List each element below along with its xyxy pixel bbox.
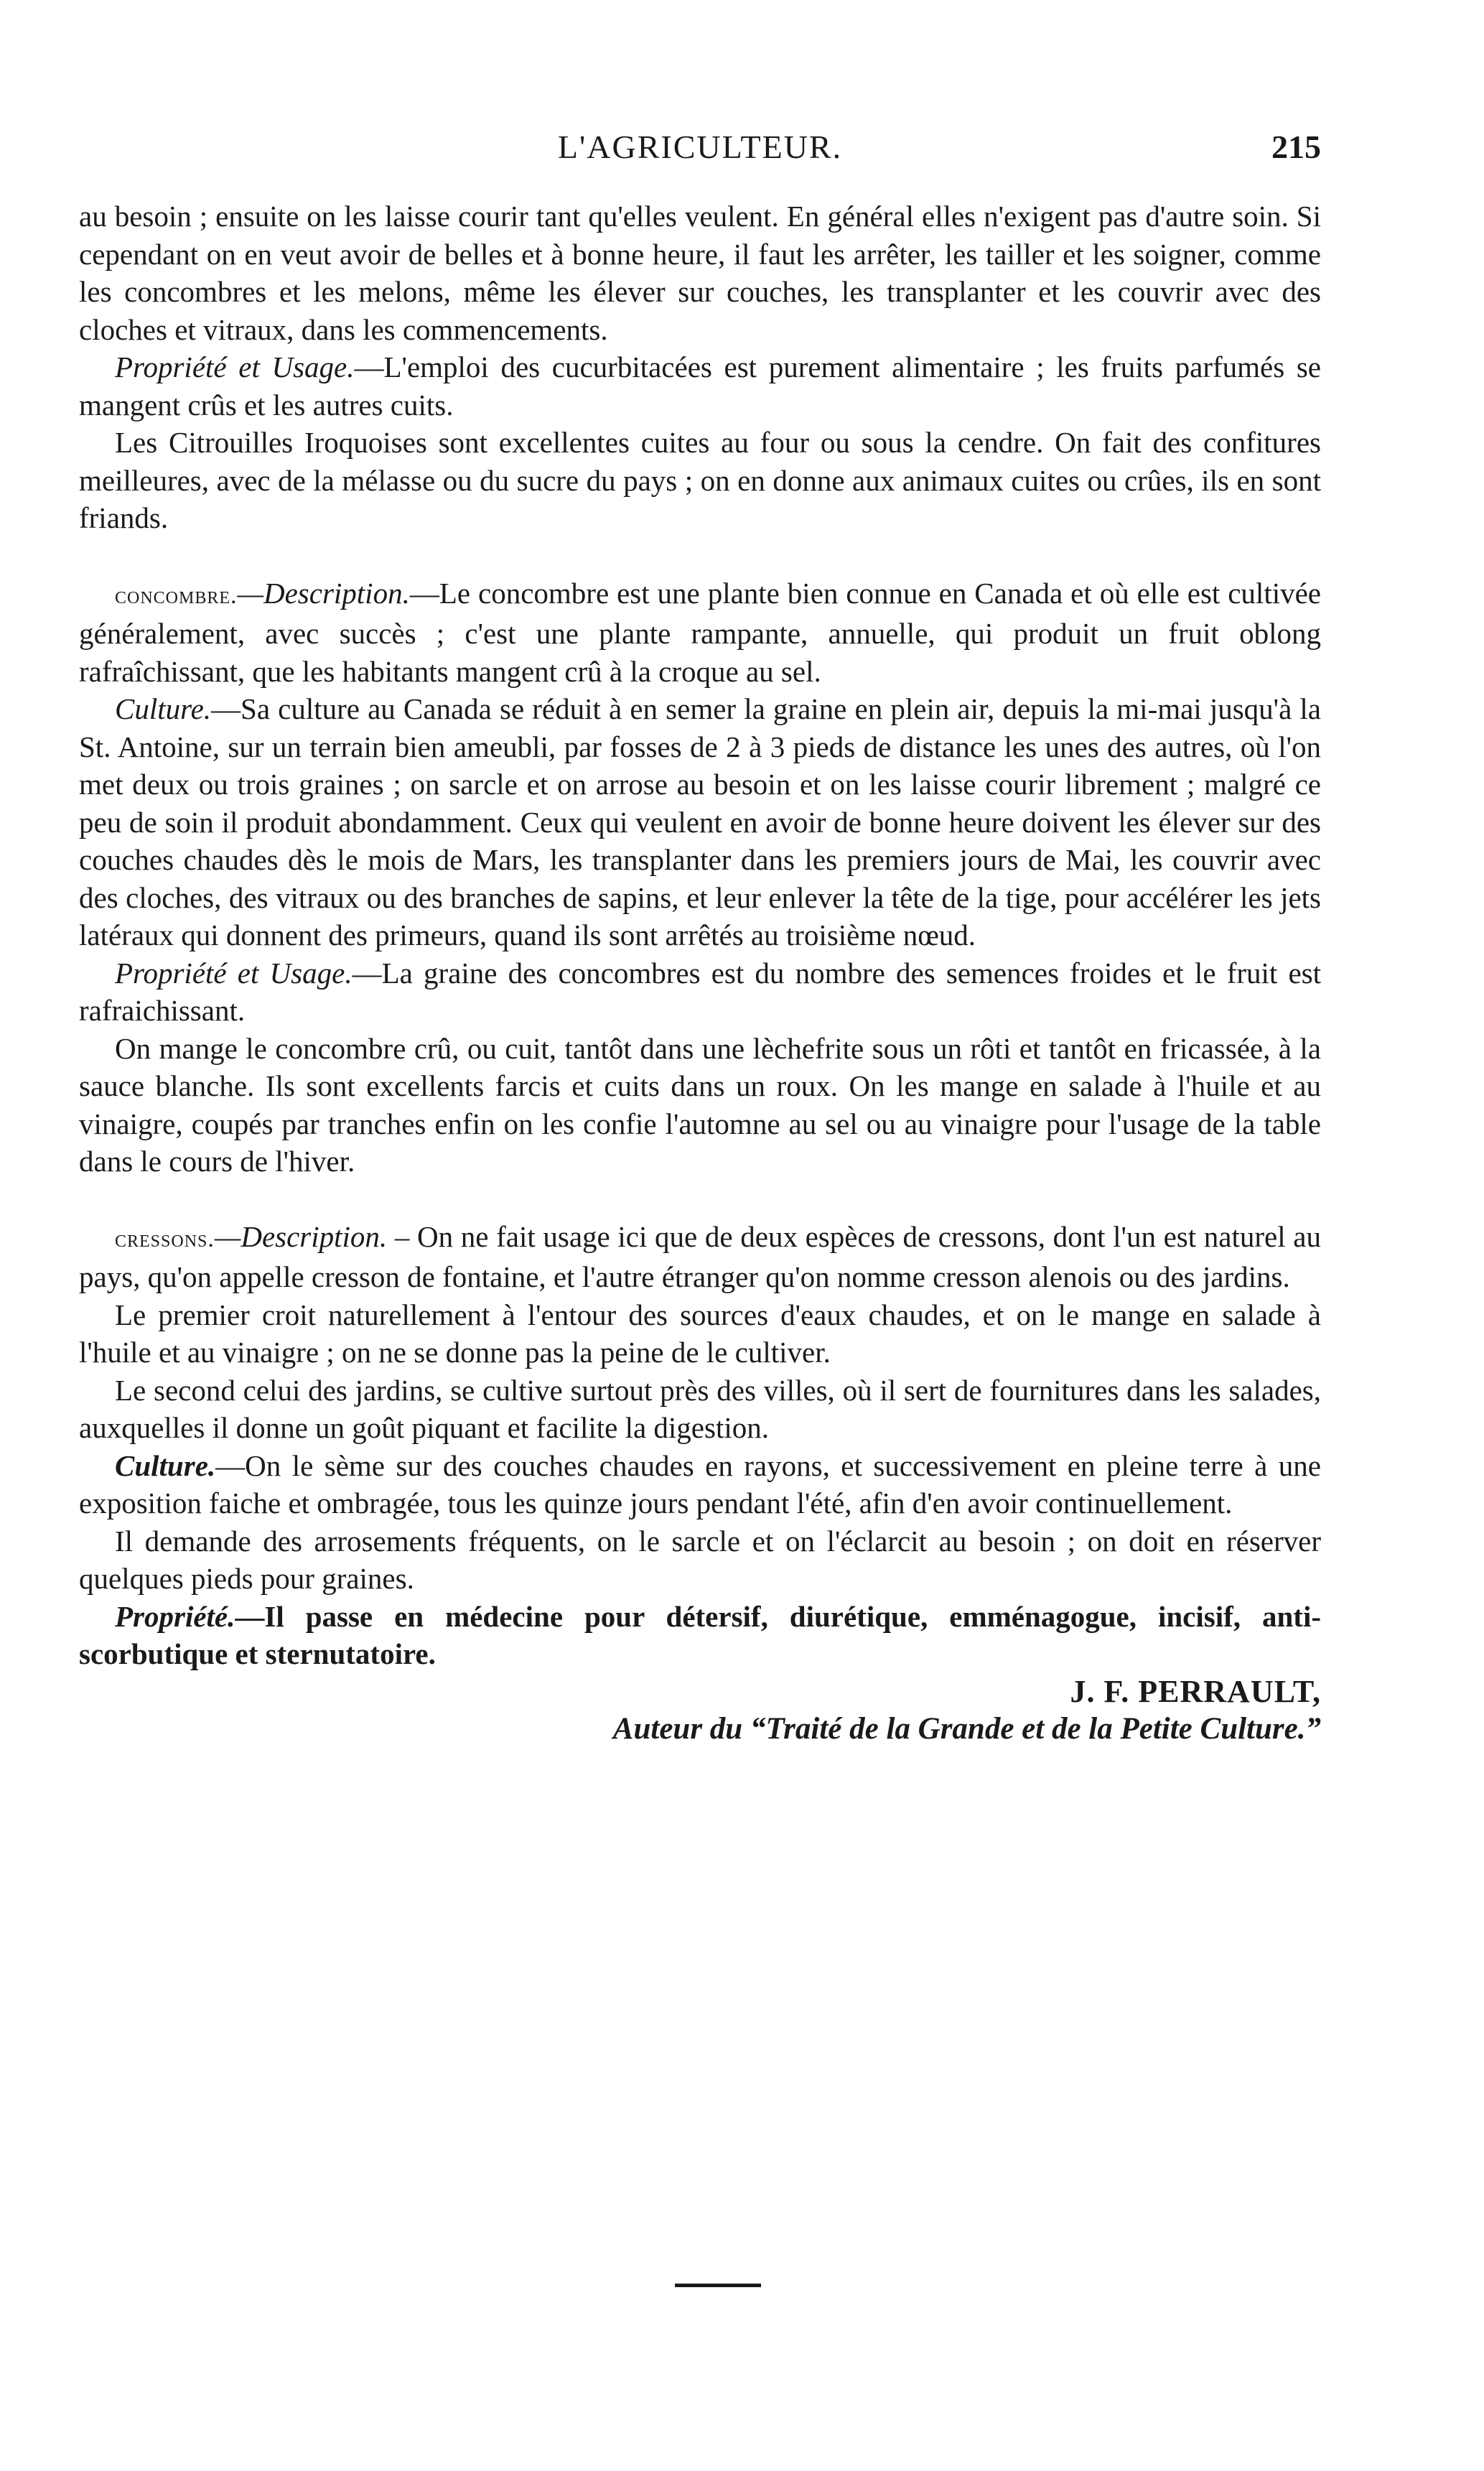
text-cresson-propriete: —Il passe en médecine pour détersif, diurétique, emménagogue, incisif, anti-scorbutique et sternutatoire.: [79, 1599, 1321, 1670]
paragraph-cresson-culture: [79, 1447, 1321, 1522]
label-description: —Description.: [237, 576, 410, 610]
paragraph-concombre-mange: On mange le concombre crû, ou cuit, tantôt dans une lèchefrite sous un rôti et tantôt en fricassée, à la sauce blanche. Ils sont excellents farcis et cuits dans un roux. On les mange en salade à l'huile et au vinaigre, coupés par tranches enfin on les confie l'automne au sel ou au vinaigre pour l'usage de la table dans le cours de l'hiver.: [79, 1031, 1321, 1178]
label-propriete-usage: Propriété et Usage.: [115, 956, 353, 990]
paragraph-concombre-description: [79, 574, 1321, 691]
heading-cressons: cressons.: [115, 1225, 215, 1252]
heading-concombre: concombre.: [115, 582, 238, 609]
author-subtitle: Auteur du “Traité de la Grande et de la Petite Culture.”: [612, 1712, 1321, 1746]
paragraph-concombre-usage: [79, 954, 1321, 1030]
paragraph-cucurbit-culture-end: au besoin ; ensuite on les laisse courir tant qu'elles veulent. En général elles n'exigent pas d'autre soin. Si cependant on en veut avoir de belles et à bonne heure, il faut les arrêter, les tailler et les soigner, comme les concombres et les melons, même les élever sur couches, les transplanter et les couvrir avec des cloches et vitraux, dans les commencements.: [79, 200, 1321, 346]
label-propriete: Propriété.: [115, 1599, 235, 1633]
label-description: —Description.: [214, 1219, 388, 1253]
text-concombre-culture: —Sa culture au Canada se réduit à en semer la graine en plein air, depuis la mi-mai jusqu'à la St. Antoine, sur un terrain bien ameubli, par fosses de 2 à 3 pieds de distance les unes des autres, où l'on met deux ou trois graines ; on sarcle et on arrose au besoin et on les laisse courir librement ; malgré ce peu de soin il produit abondamment. Ceux qui veulent en avoir de bonne heure doivent les élever sur des couches chaudes dès le mois de Mars, les transplanter dans les premiers jours de Mai, les couvrir avec des cloches, des vitraux ou des branches de sapins, et leur enlever la tête de la tige, pour accélérer les jets latéraux qui donnent des primeurs, quand ils sont arrêtés au troisième nœud.: [79, 692, 1321, 951]
label-culture: Culture.: [115, 1448, 216, 1482]
label-propriete-usage: Propriété et Usage.: [115, 350, 355, 383]
page-number: 215: [1271, 129, 1321, 165]
paragraph-citrouilles: Les Citrouilles Iroquoises sont excellentes cuites au four ou sous la cendre. On fait des confitures meilleures, avec de la mélasse ou du sucre du pays ; on en donne aux animaux cuites ou crûes, ils en sont friands.: [79, 426, 1321, 534]
paragraph-cresson-arrosements: Il demande des arrosements fréquents, on le sarcle et on l'éclarcit au besoin ; on doit en réserver quelques pieds pour graines.: [79, 1524, 1321, 1595]
paragraph-cucurbit-usage: [79, 348, 1321, 424]
paragraph-cresson-fontaine: Le premier croit naturellement à l'entour des sources d'eaux chaudes, et on le mange en salade à l'huile et au vinaigre ; on ne se donne pas la peine de le cultiver.: [79, 1298, 1321, 1369]
paragraph-cresson-propriete: [79, 1598, 1321, 1673]
end-rule: [675, 2284, 761, 2287]
paragraph-cresson-jardins: Le second celui des jardins, se cultive surtout près des villes, où il sert de fournitures dans les salades, auxquelles il donne un goût piquant et facilite la digestion.: [79, 1373, 1321, 1444]
text-concombre-description: —Le concombre est une plante bien connue en Canada et où elle est cultivée généralement, avec succès ; c'est une plante rampante, annuelle, qui produit un fruit oblong rafraîchissant, que les habitants mangent crû à la croque au sel.: [79, 576, 1321, 688]
paragraph-cressons-description: [79, 1218, 1321, 1296]
article-body: [79, 197, 1321, 1749]
author-signature: J. F. PERRAULT,: [1070, 1673, 1321, 1709]
page-header: [79, 128, 1321, 178]
text-cressons-description: – On ne fait usage ici que de deux espèces de cressons, dont l'un est naturel au pays, qu'on appelle cresson de fontaine, et l'autre étranger qu'on nomme cresson alenois ou des jardins.: [79, 1219, 1321, 1293]
text-concombre-usage: —La graine des concombres est du nombre des semences froides et le fruit est rafraichissant.: [79, 956, 1322, 1027]
text-cucurbit-usage: —L'emploi des cucurbitacées est purement alimentaire ; les fruits parfumés se mangent crûs et les autres cuits.: [79, 350, 1321, 422]
label-culture: Culture.: [115, 692, 212, 725]
running-title: L'AGRICULTEUR.: [557, 129, 843, 165]
paragraph-concombre-culture: [79, 690, 1321, 954]
text-cresson-culture: —On le sème sur des couches chaudes en rayons, et successivement en pleine terre à une exposition faiche et ombragée, tous les quinze jours pendant l'été, afin d'en avoir continuellement.: [79, 1448, 1321, 1520]
